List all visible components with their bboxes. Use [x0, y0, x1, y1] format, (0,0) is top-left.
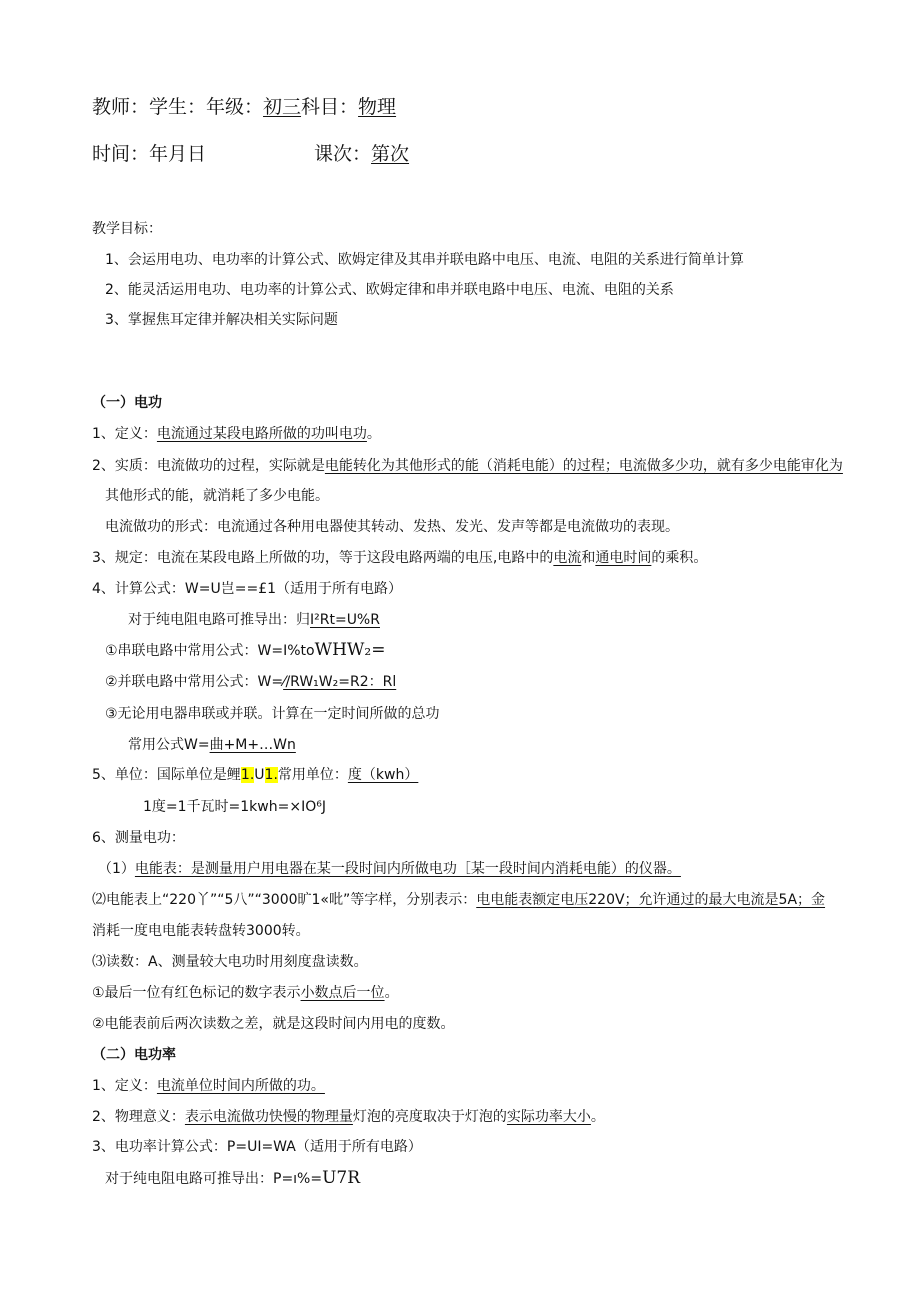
label: 1、定义： [92, 426, 157, 442]
meter-labels-cont: 消耗一度电电能表转盘转3000转。 [92, 923, 310, 939]
rule-end: 的乘积。 [651, 550, 708, 566]
meter-labels-meaning: 电电能表额定电压220V；允许通过的最大电流是5A；金 [476, 892, 826, 908]
pure-label: 对于纯电阻电路可推导出：归 [128, 612, 310, 628]
work-form: 电流做功的形式：电流通过各种用电器使其转动、发热、发光、发声等都是电流做功的表现。 [105, 519, 679, 535]
unit-common-value: 度（kwh） [347, 767, 419, 783]
pure-label: 对于纯电阻电路可推导出：P=ı%= [105, 1171, 323, 1187]
series-expr: WHW₂= [314, 640, 386, 660]
goal-item: 3、掌握焦耳定律并解决相关实际问题 [105, 312, 338, 328]
calc-a: 4、计算公式：W=U [92, 581, 221, 597]
pure-formula: I²Rt=U%R [310, 612, 380, 628]
pure-resistance [128, 611, 380, 629]
reading-rule-2: ②电能表前后两次读数之差，就是这段时间内用电的度数。 [92, 1016, 455, 1032]
goal-item: 2、能灵活运用电功、电功率的计算公式、欧姆定律和串并联电路中电压、电流、电阻的关系 [105, 282, 674, 298]
parallel-expr: ⁄/RW₁W₂=R2：Rl [283, 674, 397, 690]
meaning-text: 表示电流做功快慢的物理量 [184, 1109, 353, 1125]
unit-common-label: 常用单位： [277, 767, 348, 783]
unit-mid: U [254, 767, 265, 783]
power-meaning [92, 1108, 605, 1126]
header-prefix: 教师：学生：年级： [92, 96, 264, 118]
label: 2、物理意义： [92, 1109, 185, 1125]
calc-formula [92, 580, 402, 598]
rule-current: 电流 [553, 550, 582, 566]
essence-text: 电能转化为其他形式的能（消耗电能）的过程；电流做多少功，就有多少电能审化为 [324, 458, 843, 474]
punct: 。 [590, 1109, 605, 1125]
common-expr: 曲+M+…Wn [209, 737, 296, 753]
subject-value: 物理 [358, 96, 397, 118]
parallel-formula [105, 673, 396, 691]
section-2-title: （二）电功率 [92, 1047, 176, 1063]
section-1-title: （一）电功 [92, 395, 162, 411]
goal-item: 1、会运用电功、电功率的计算公式、欧姆定律及其串并联电路中电压、电流、电阻的关系进行简单计算 [105, 252, 744, 268]
unit-line [92, 766, 432, 784]
parallel-label: ②并联电路中常用公式：W= [105, 674, 284, 690]
highlight-mark: 1. [240, 767, 255, 783]
time-label: 时间：年月日 [92, 143, 207, 165]
rule-underlined: 小数点后一位 [300, 985, 385, 1001]
label: 1、定义： [92, 1078, 157, 1094]
lesson-value: 第次 [371, 143, 410, 165]
definition-line [92, 425, 381, 443]
meaning-cont: 灯泡的亮度取决于灯泡的 [352, 1109, 507, 1125]
meter-labels [92, 891, 825, 909]
rule-and: 和 [581, 550, 596, 566]
power-formula: 3、电功率计算公式：P=UI=WA（适用于所有电路） [92, 1139, 422, 1155]
header-line-2 [92, 142, 409, 166]
essence-line [92, 457, 843, 475]
series-label: ①串联电路中常用公式：W=I%to [105, 643, 315, 659]
rule-text: ①最后一位有红色标记的数字表示 [92, 985, 301, 1001]
header-line-1 [92, 95, 396, 119]
label: 2、实质：电流做功的过程，实际就是 [92, 458, 325, 474]
grade-value: 初三 [263, 96, 302, 118]
lesson-label: 课次： [314, 143, 372, 165]
common-formula [128, 736, 296, 754]
calc-b: 岂==£1（适用于所有电路） [220, 581, 403, 597]
unit-conversion: 1度=1千瓦时=1kwh=×IO⁶J [143, 799, 326, 815]
subject-label: 科目： [301, 96, 359, 118]
rule-line [92, 549, 707, 567]
punct: 。 [366, 426, 381, 442]
measure-title: 6、测量电功： [92, 830, 185, 846]
goals-title: 教学目标： [92, 221, 162, 237]
definition-text: 电流通过某段电路所做的功叫电功 [156, 426, 367, 442]
pure-expr: U7R [322, 1168, 361, 1188]
power-definition [92, 1077, 325, 1095]
essence-cont: 其他形式的能，就消耗了多少电能。 [105, 488, 329, 504]
highlight-mark: 1. [264, 767, 278, 783]
power-pure [105, 1169, 360, 1188]
rule-time: 通电时间 [595, 550, 652, 566]
reading-rule-1 [92, 984, 399, 1002]
common-label: 常用公式W= [128, 737, 210, 753]
rule-text: 3、规定：电流在某段电路上所做的功，等于这段电路两端的电压,电路中的 [92, 550, 554, 566]
unit-label: 5、单位：国际单位是鲤 [92, 767, 241, 783]
meter-num: （1） [98, 861, 135, 877]
meter-labels-text: ⑵电能表上“220丫”“5八”“3000旷1«吡”等字样，分别表示： [92, 892, 477, 908]
meaning-underlined: 实际功率大小 [506, 1109, 591, 1125]
total-work: ③无论用电器串联或并联。计算在一定时间所做的总功 [105, 706, 440, 722]
meter-reading: ⑶读数：A、测量较大电功时用刻度盘读数。 [92, 954, 368, 970]
power-def-text: 电流单位时间内所做的功。 [156, 1078, 325, 1094]
series-formula [105, 641, 385, 660]
meter-definition [98, 860, 681, 878]
punct: 。 [384, 985, 399, 1001]
meter-text: 电能表：是测量用户用电器在某一段时间内所做电功［某一段时间内消耗电能）的仪器。 [134, 861, 681, 877]
